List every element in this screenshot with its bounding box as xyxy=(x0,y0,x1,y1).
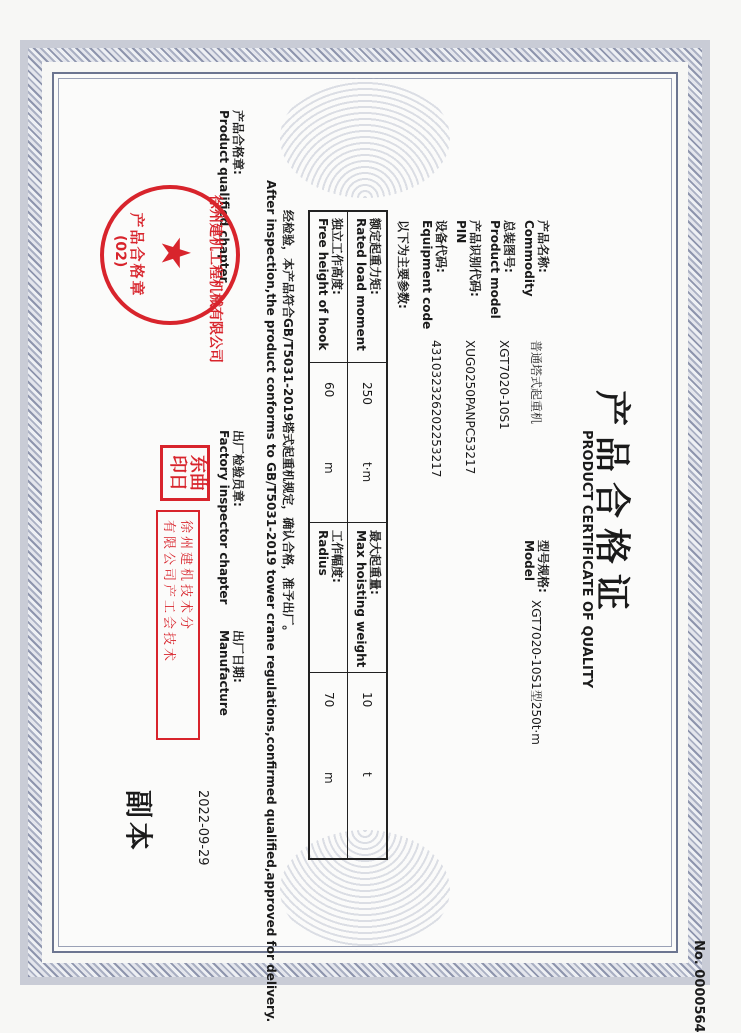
main-params-label: 以下为主要参数: xyxy=(396,220,410,309)
parameters-table xyxy=(308,210,388,860)
red-qualified-seal xyxy=(100,185,240,363)
title-english: PRODUCT CERTIFICATE OF QUALITY xyxy=(579,430,594,689)
commodity-value: 普通塔式起重机 xyxy=(529,340,543,425)
pin-value: XUG0250PANPC53217 xyxy=(463,340,477,475)
equipment-code-value: 43103232620225321​7 xyxy=(429,340,443,478)
manufacture-date-label: 出厂日期: Manufacture xyxy=(217,630,245,716)
rectangular-stamp: 徐州建机技术分 有限公司产工会技术 xyxy=(156,510,200,740)
table-row-divider xyxy=(347,212,348,858)
statement-chinese: 经检验，本产品符合GB/T5031-2019塔式起重机规定，确认合格，准予出厂。 xyxy=(281,210,295,638)
manufacture-date-value: 2022-09-29 xyxy=(195,790,210,866)
max-weight-value: 10 xyxy=(360,692,374,708)
star-icon: ★ xyxy=(152,235,198,271)
rated-moment-unit: t·m xyxy=(360,462,374,483)
free-height-value: 60 xyxy=(322,382,336,398)
table-col-divider xyxy=(310,362,386,363)
rated-moment-label: 额定起重力矩: Rated load moment xyxy=(354,218,382,351)
qualified-chapter-label: 产品合格章: Product qualified chapter xyxy=(217,110,245,283)
table-col-divider xyxy=(310,672,386,673)
table-col-divider xyxy=(310,522,386,523)
max-weight-label: 最大起重量: Max hoisting weight xyxy=(354,530,382,668)
serial-number: No. 0000564 xyxy=(691,940,706,1033)
title-chinese: 产品合格证 xyxy=(591,390,632,621)
seal-title-text: 产品合格章 xyxy=(128,212,146,298)
inspector-chapter-label: 出厂检验员章: Factory inspector chapter xyxy=(217,430,245,605)
product-model-value: XGT7020-10S1 xyxy=(497,340,511,430)
model-value: XGT7020-10S1型250t·m xyxy=(529,600,543,745)
model-label: 型号规格: Model xyxy=(522,540,550,593)
copy-mark: 副本 xyxy=(122,790,155,855)
product-model-label: 总装图号: Product model xyxy=(488,220,516,319)
commodity-label: 产品名称: Commodity xyxy=(522,220,550,297)
pin-label: 产品识别代码: PIN xyxy=(454,220,482,297)
free-height-unit: m xyxy=(322,462,336,474)
free-height-label: 独立工作高度: Free height of hook xyxy=(316,218,344,351)
seal-company-text: 徐州建机工程机械有限公司 xyxy=(207,195,223,363)
certificate-content xyxy=(80,100,640,1023)
radius-label: 工作幅度: Radius xyxy=(316,530,344,583)
statement-english: After inspection,the product conforms to GB/T5031-2019 tower crane regulations,confirmed qualified,approved for delivery. xyxy=(264,180,278,1023)
equipment-code-label: 设备代码: Equipment code xyxy=(420,220,448,330)
max-weight-unit: t xyxy=(360,772,374,777)
radius-unit: m xyxy=(322,772,336,784)
rated-moment-value: 250 xyxy=(360,382,374,405)
inspector-square-stamp: 东曲 印日 xyxy=(160,445,210,501)
seal-number-text: (02) xyxy=(112,235,128,268)
radius-value: 70 xyxy=(322,692,336,708)
